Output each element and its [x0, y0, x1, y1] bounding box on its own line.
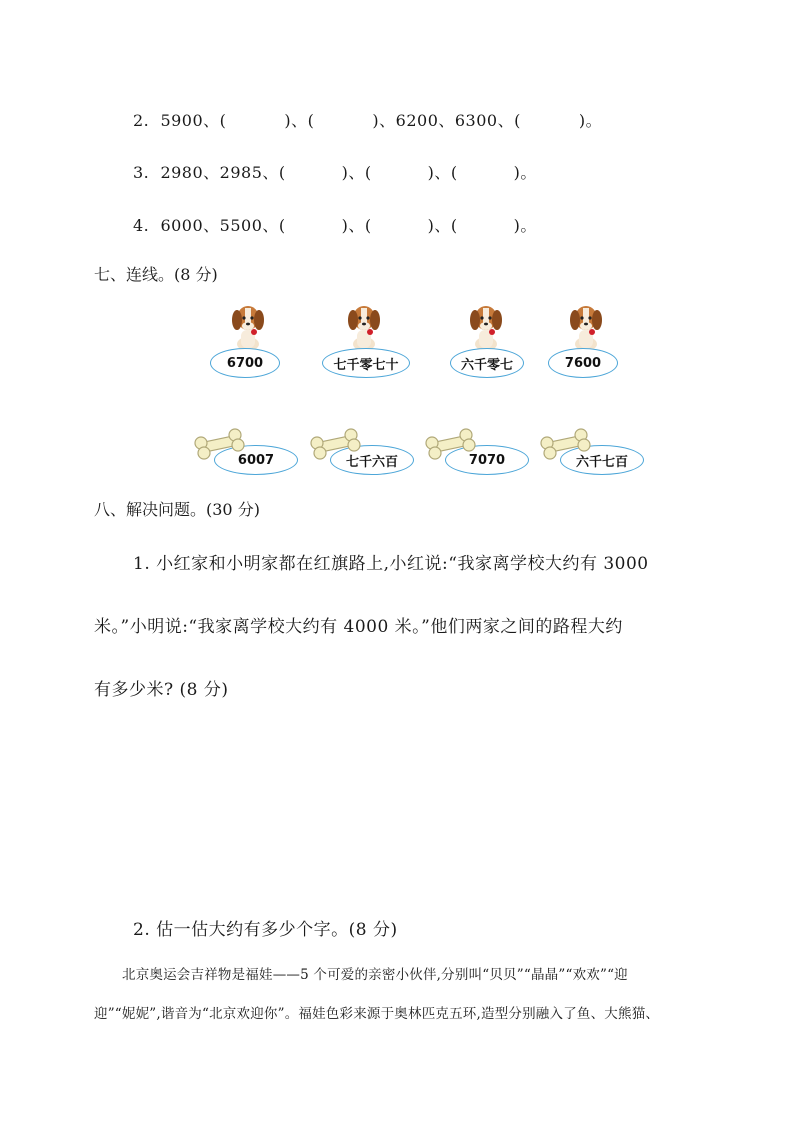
number-oval[interactable]: 六千零七 — [450, 348, 524, 378]
bone-icon — [192, 427, 246, 461]
dog-icon — [344, 300, 384, 352]
answer-area[interactable] — [94, 710, 706, 900]
passage-line-2: 迎”“妮妮”,谐音为“北京欢迎你”。福娃色彩来源于奥林匹克五环,造型分别融入了鱼、大熊猫、 — [94, 1006, 660, 1022]
sequence-4: 4. 6000、5500、( )、( )、( )。 — [133, 216, 537, 235]
number-oval[interactable]: 6700 — [210, 348, 280, 378]
problem-1-line-2: 米。”小明说:“我家离学校大约有 4000 米。”他们两家之间的路程大约 — [94, 617, 623, 637]
dog-icon — [228, 300, 268, 352]
bone-icon — [308, 427, 362, 461]
number-oval[interactable]: 7600 — [548, 348, 618, 378]
passage-line-1: 北京奥运会吉祥物是福娃——5 个可爱的亲密小伙伴,分别叫“贝贝”“晶晶”“欢欢”“迎 — [122, 967, 628, 983]
item-number: 3. — [133, 163, 150, 182]
number-oval[interactable]: 七千六百 — [330, 445, 414, 475]
item-number: 2. — [133, 111, 150, 130]
problem-2-title: 2. 估一估大约有多少个字。(8 分) — [133, 920, 398, 940]
dog-icon — [566, 300, 606, 352]
bone-icon — [538, 427, 592, 461]
problem-1-line-1: 1. 小红家和小明家都在红旗路上,小红说:“我家离学校大约有 3000 — [133, 554, 649, 574]
section-8-title: 八、解决问题。(30 分) — [94, 500, 260, 519]
number-oval[interactable]: 7070 — [445, 445, 529, 475]
problem-1-line-3: 有多少米? (8 分) — [94, 680, 229, 700]
section-7-title: 七、连线。(8 分) — [94, 265, 218, 284]
number-oval[interactable]: 6007 — [214, 445, 298, 475]
item-number: 4. — [133, 216, 150, 235]
number-oval[interactable]: 七千零七十 — [322, 348, 410, 378]
dog-row — [0, 300, 800, 390]
sequence-3: 3. 2980、2985、( )、( )、( )。 — [133, 163, 537, 182]
sequence-2: 2. 5900、( )、( )、6200、6300、( )。 — [133, 111, 603, 130]
bone-icon — [423, 427, 477, 461]
number-oval[interactable]: 六千七百 — [560, 445, 644, 475]
dog-icon — [466, 300, 506, 352]
